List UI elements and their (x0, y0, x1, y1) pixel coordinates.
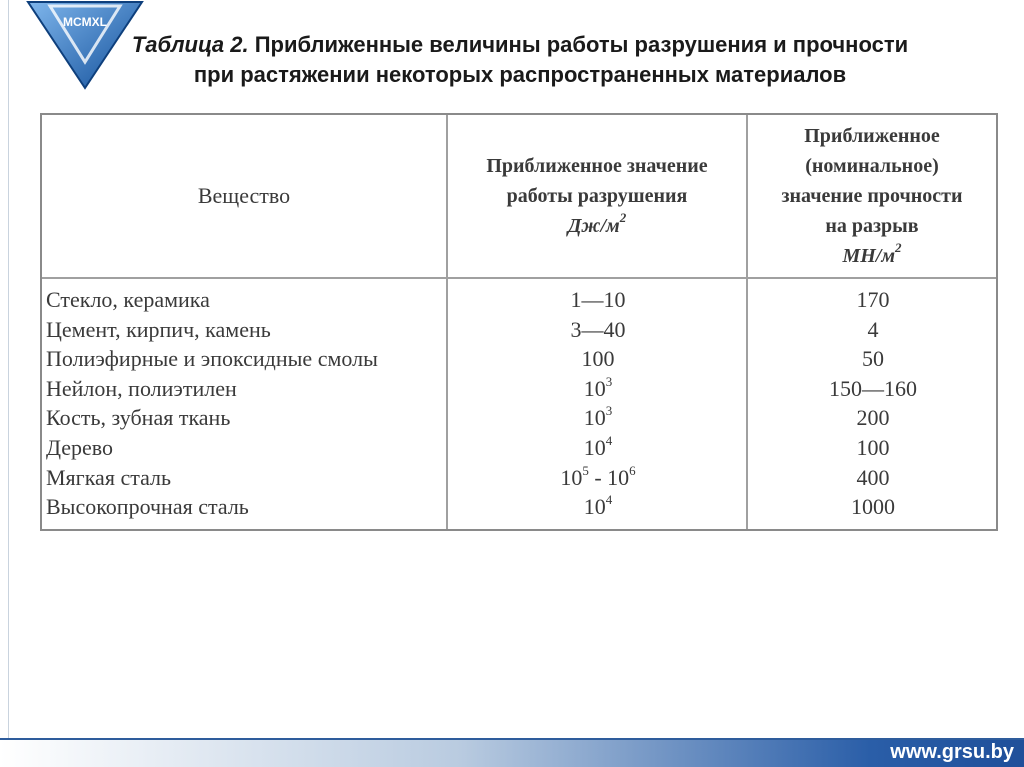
table-row (42, 317, 996, 347)
work-value: 10 (583, 494, 606, 520)
header-substance-label: Вещество (197, 183, 291, 208)
header-fracture-work-line-1: Приближенное значение (486, 155, 708, 177)
substance-cell: Стекло, керамика (46, 287, 210, 312)
title-text: Приближенные величины работы разрушения и прочности (248, 32, 909, 57)
strength-cell: 150—160 (829, 375, 917, 401)
title-table-number: Таблица 2. (131, 32, 249, 57)
page-title (40, 30, 1000, 90)
table-body (42, 287, 996, 524)
unit-exponent: 2 (895, 240, 902, 255)
work-exponent: 4 (605, 432, 613, 448)
fracture-work-cell (448, 346, 748, 372)
left-margin-rule (8, 0, 9, 740)
footer-divider (0, 738, 1024, 740)
substance-cell: Нейлон, полиэтилен (46, 375, 237, 401)
table-row (42, 462, 996, 495)
table-row (42, 287, 996, 317)
work-value: 10 (560, 464, 583, 490)
fracture-work-cell (448, 405, 748, 431)
title-line-2: при растяжении некоторых распространенных материалов (193, 62, 847, 87)
header-strength-unit (842, 241, 901, 271)
header-substance (42, 115, 446, 277)
work-range-tail: - 10 (588, 464, 630, 490)
header-strength-line-3: значение прочности (781, 185, 963, 207)
header-strength-line-1: Приближенное (804, 125, 940, 147)
substance-cell: Мягкая сталь (46, 464, 172, 490)
site-url[interactable]: www.grsu.by (890, 741, 1014, 763)
work-value: 1—10 (570, 287, 626, 312)
table-row (42, 405, 996, 435)
work-exponent-2: 6 (629, 462, 636, 478)
table-row (42, 432, 996, 465)
strength-cell: 200 (856, 405, 890, 431)
table-row (42, 373, 996, 406)
strength-cell: 170 (856, 287, 890, 312)
strength-cell: 4 (867, 316, 879, 342)
substance-cell: Цемент, кирпич, камень (46, 316, 271, 342)
strength-cell: 400 (856, 464, 890, 490)
header-tensile-strength (748, 115, 996, 277)
unit-exponent: 2 (619, 210, 627, 225)
header-separator (42, 277, 996, 279)
header-fracture-work-line-2: работы разрушения (506, 185, 688, 207)
work-value: 10 (583, 375, 606, 401)
header-strength-line-4: на разрыв (825, 215, 919, 237)
fracture-work-cell (448, 317, 748, 343)
substance-cell: Кость, зубная ткань (46, 405, 231, 431)
unit-j-per-m: Дж/м (567, 215, 620, 237)
fracture-work-cell (448, 373, 748, 402)
fracture-work-cell (448, 287, 748, 313)
footer-bar (0, 738, 1024, 767)
strength-cell: 100 (856, 434, 890, 460)
work-value: 3—40 (570, 316, 626, 342)
title-line-1 (40, 30, 1000, 60)
substance-cell: Полиэфирные и эпоксидные смолы (46, 346, 378, 372)
strength-cell: 50 (862, 346, 884, 372)
strength-cell: 1000 (851, 494, 895, 520)
fracture-work-cell (448, 432, 748, 461)
work-value: 100 (581, 346, 615, 372)
logo-text: MCMXL (63, 15, 107, 29)
substance-cell: Дерево (46, 434, 114, 460)
work-exponent: 3 (605, 403, 613, 419)
materials-table (40, 113, 998, 531)
work-value: 10 (583, 434, 606, 460)
work-value: 10 (583, 405, 606, 431)
unit-mn-per-m: МН/м (842, 245, 896, 267)
fracture-work-cell (448, 494, 748, 520)
header-strength-line-2: (номинальное) (805, 155, 939, 177)
header-fracture-work-unit (568, 211, 626, 241)
table-row (42, 494, 996, 524)
work-exponent: 5 (582, 462, 589, 478)
header-fracture-work (448, 115, 746, 277)
work-exponent: 4 (605, 492, 613, 508)
fracture-work-cell (448, 462, 748, 491)
substance-cell: Высокопрочная сталь (46, 494, 249, 520)
work-exponent: 3 (605, 373, 613, 389)
table-row (42, 346, 996, 376)
